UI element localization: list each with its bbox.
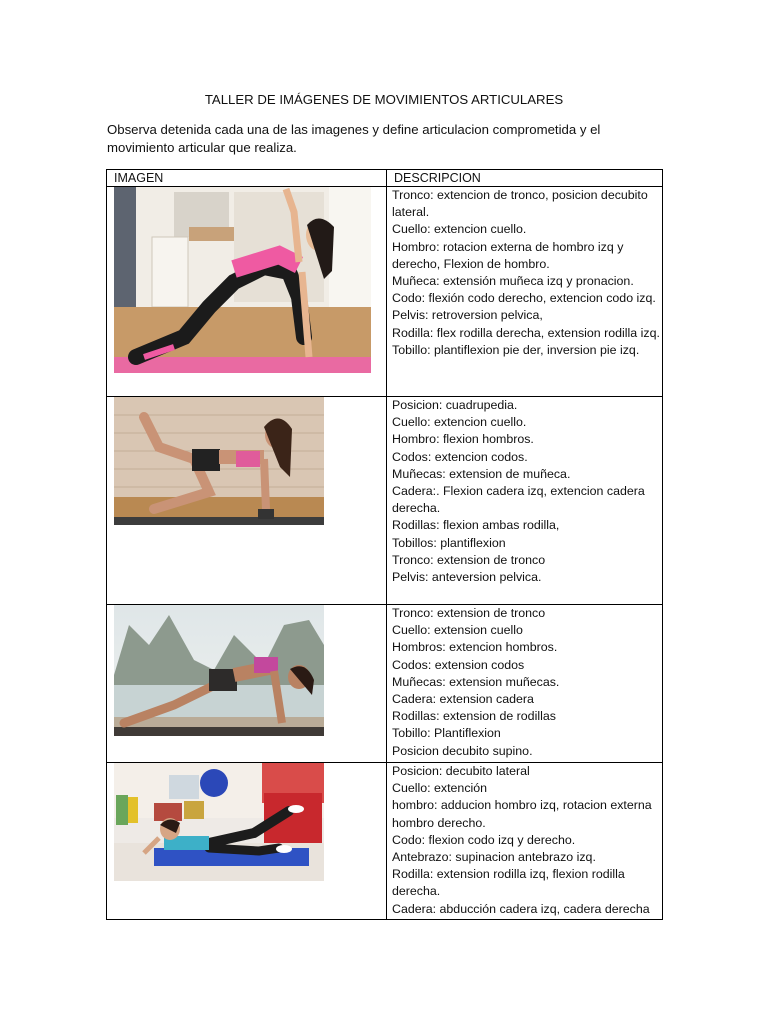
exercise-photo-side-lying-leg-raise (114, 763, 386, 881)
image-cell (107, 397, 387, 605)
description-line: Posicion: cuadrupedia. (392, 398, 518, 412)
table-row (107, 187, 663, 397)
table-row (107, 605, 663, 763)
image-cell (107, 605, 387, 763)
description-line: Cadera: abducción cadera izq, cadera derecha (392, 901, 650, 916)
description-line: Codos: extencion codos. (392, 449, 528, 464)
description-line: Cadera:. Flexion cadera izq, extencion cadera derecha. (392, 484, 645, 516)
description-line: Muñecas: extension muñecas. (392, 674, 560, 689)
description-line: Rodilla: extension rodilla izq, flexion rodilla derecha. (392, 867, 625, 899)
description-line: Codo: flexion codo izq y derecho. (392, 832, 576, 847)
exercise-photo-reverse-plank (114, 605, 386, 736)
description-line: Tobillos: plantiflexion (392, 535, 506, 550)
description-line: Rodillas: flexion ambas rodilla, (392, 518, 560, 533)
description-line: Antebrazo: supinacion antebrazo izq. (392, 850, 596, 865)
instructions-text: Observa detenida cada una de las imagenes y define articulacion comprometida y el movimiento articular que realiza. (107, 122, 601, 155)
header-description: DESCRIPCION (387, 170, 663, 187)
movements-table (106, 169, 663, 920)
description-line: Pelvis: anteversion pelvica. (392, 570, 542, 585)
exercise-photo-side-plank (114, 187, 386, 373)
description-line: Cuello: extencion cuello. (392, 415, 527, 430)
description-line: Tobillo: plantiflexion pie der, inversion pie izq. (392, 342, 640, 357)
description-line: Cadera: extension cadera (392, 692, 534, 707)
description-line: Rodilla: flex rodilla derecha, extension rodilla izq. (392, 325, 660, 340)
header-image: IMAGEN (107, 170, 387, 187)
description-line: Cuello: extención (392, 781, 488, 796)
description-cell (387, 187, 663, 397)
image-cell (107, 187, 387, 397)
description-line: Codo: flexión codo derecho, extencion codo izq. (392, 291, 656, 306)
description-line: Rodillas: extension de rodillas (392, 709, 556, 724)
description-line: Hombro: rotacion externa de hombro izq y derecho, Flexion de hombro. (392, 239, 624, 271)
image-cell (107, 763, 387, 920)
description-line: Tronco: extension de tronco (392, 606, 546, 620)
description-line: Posicion decubito supino. (392, 743, 533, 758)
description-line: Hombro: flexion hombros. (392, 432, 534, 447)
description-line: Codos: extension codos (392, 657, 525, 672)
description-line: Muñeca: extensión muñeca izq y pronacion. (392, 274, 634, 289)
description-line: Cuello: extension cuello (392, 623, 523, 638)
document-title: TALLER DE IMÁGENES DE MOVIMIENTOS ARTICULARES (204, 92, 564, 107)
exercise-photo-quadruped (114, 397, 386, 525)
description-line: hombro: adducion hombro izq, rotacion externa hombro derecho. (392, 798, 652, 830)
description-line: Tronco: extension de tronco (392, 552, 546, 567)
description-line: Pelvis: retroversion pelvica, (392, 308, 543, 323)
description-line: Posicion: decubito lateral (392, 764, 530, 778)
table-row (107, 397, 663, 605)
description-cell (387, 605, 663, 763)
description-cell (387, 763, 663, 920)
table-row (107, 763, 663, 920)
description-line: Tobillo: Plantiflexion (392, 726, 501, 741)
description-line: Hombros: extencion hombros. (392, 640, 558, 655)
description-line: Tronco: extencion de tronco, posicion decubito lateral. (392, 188, 648, 220)
description-cell (387, 397, 663, 605)
description-line: Muñecas: extension de muñeca. (392, 466, 571, 481)
table-header-row (107, 170, 663, 187)
description-line: Cuello: extencion cuello. (392, 222, 527, 237)
